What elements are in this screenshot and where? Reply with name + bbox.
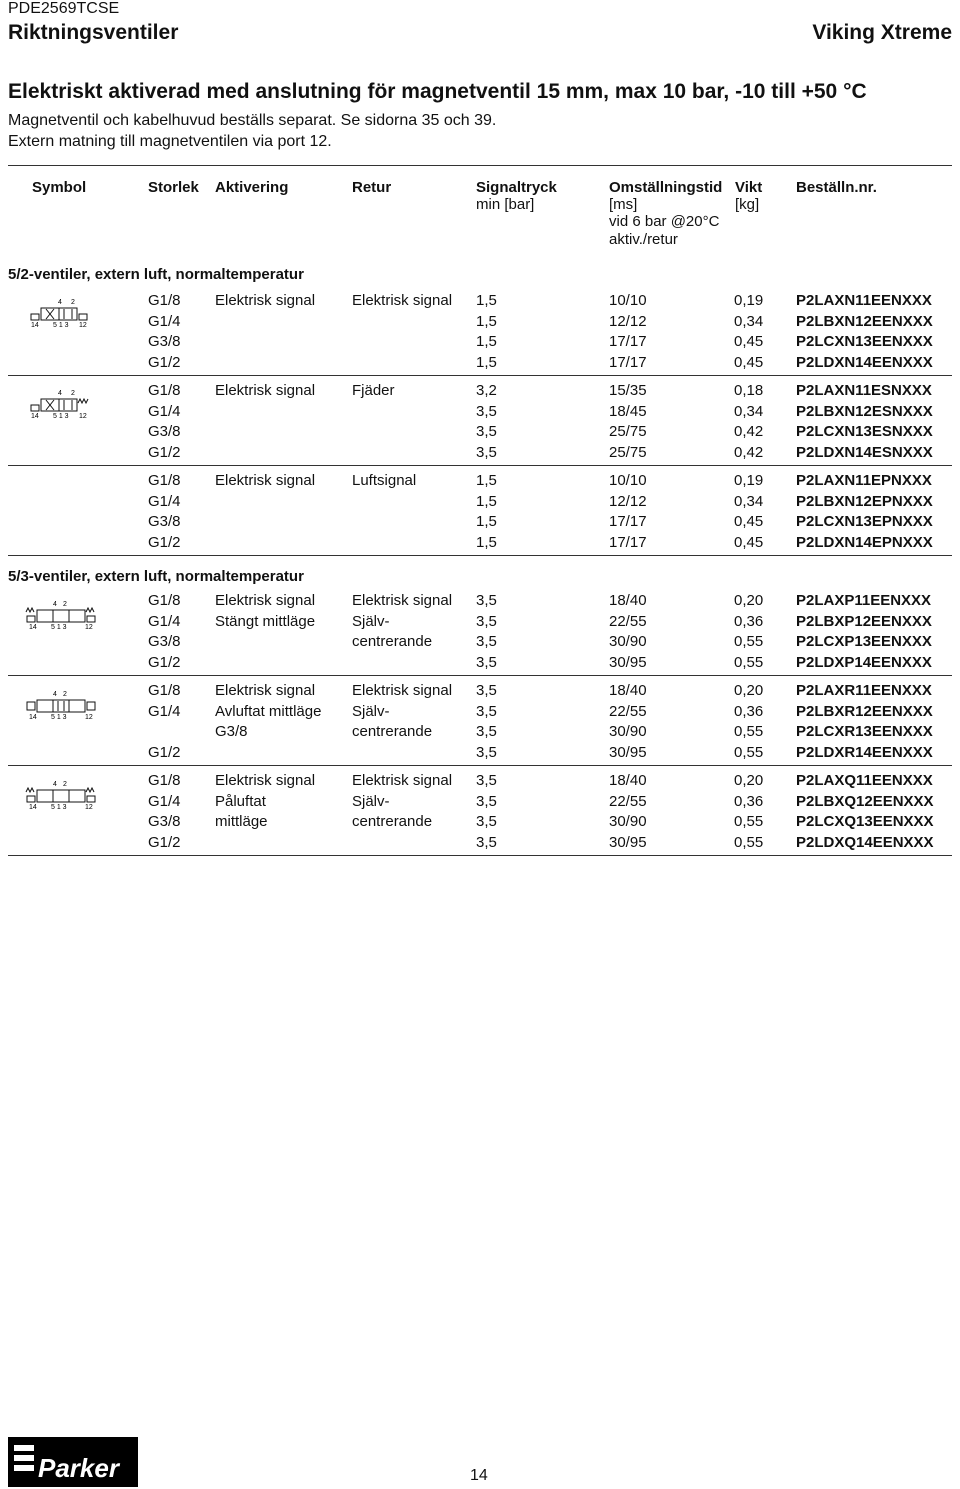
cell-order-number: P2LBXP12EENXXX xyxy=(796,613,932,630)
col-switch-unit: [ms] xyxy=(609,196,638,213)
cell-weight: 0,36 xyxy=(734,793,764,810)
cell-order-number: P2LAXN11EPNXXX xyxy=(796,472,932,489)
cell-size: G3/8 xyxy=(148,423,181,440)
cell-order-number: P2LDXN14ESNXXX xyxy=(796,444,933,461)
cell-switch-time: 18/40 xyxy=(609,592,647,609)
cell-size: G1/2 xyxy=(148,354,181,371)
cell-switch-time: 30/90 xyxy=(609,723,647,740)
cell-size: G1/2 xyxy=(148,654,181,671)
section-heading: Elektriskt aktiverad med anslutning för magnetventil 15 mm, max 10 bar, -10 till +50 °C xyxy=(8,80,867,103)
svg-text:12: 12 xyxy=(79,322,87,328)
solenoid-5-2-double-icon xyxy=(25,298,93,328)
cell-weight: 0,55 xyxy=(734,813,764,830)
cell-size: G1/2 xyxy=(148,744,181,761)
cell-weight: 0,20 xyxy=(734,682,764,699)
cell-weight: 0,45 xyxy=(734,333,764,350)
cell-signal-pressure: 3,5 xyxy=(476,654,497,671)
col-signal: Signaltryck xyxy=(476,179,557,196)
cell-switch-time: 22/55 xyxy=(609,703,647,720)
cell-weight: 0,34 xyxy=(734,493,764,510)
cell-switch-time: 30/95 xyxy=(609,834,647,851)
col-symbol: Symbol xyxy=(32,179,87,196)
svg-text:14: 14 xyxy=(31,322,39,328)
cell-order-number: P2LAXQ11EENXXX xyxy=(796,772,933,789)
svg-text:4: 4 xyxy=(58,299,62,306)
cell-return: Själv- xyxy=(352,613,390,630)
cell-order-number: P2LBXN12EENXXX xyxy=(796,313,933,330)
svg-text:4: 4 xyxy=(58,390,62,397)
product-brand: Viking Xtreme xyxy=(812,21,952,44)
header-rule xyxy=(8,165,952,166)
page-title: Riktningsventiler xyxy=(8,21,179,44)
cell-switch-time: 15/35 xyxy=(609,382,647,399)
cell-signal-pressure: 3,5 xyxy=(476,592,497,609)
cell-signal-pressure: 3,5 xyxy=(476,423,497,440)
cell-actuation: Elektrisk signal xyxy=(215,682,316,699)
cell-return: Elektrisk signal xyxy=(352,682,453,699)
cell-actuation: Elektrisk signal xyxy=(215,772,316,789)
cell-switch-time: 17/17 xyxy=(609,534,647,551)
col-order-number: Beställn.nr. xyxy=(796,179,877,196)
cell-signal-pressure: 3,2 xyxy=(476,382,497,399)
group-separator xyxy=(8,375,952,376)
cell-signal-pressure: 3,5 xyxy=(476,793,497,810)
cell-switch-time: 22/55 xyxy=(609,793,647,810)
cell-switch-time: 22/55 xyxy=(609,613,647,630)
col-weight: Vikt xyxy=(735,179,763,196)
cell-switch-time: 10/10 xyxy=(609,292,647,309)
solenoid-5-3-closed-icon xyxy=(25,600,97,630)
solenoid-5-3-exhaust-icon xyxy=(25,690,97,720)
cell-return: Själv- xyxy=(352,703,390,720)
cell-return: Själv- xyxy=(352,793,390,810)
cell-signal-pressure: 1,5 xyxy=(476,534,497,551)
cell-signal-pressure: 3,5 xyxy=(476,682,497,699)
cell-size: G3/8 xyxy=(148,513,181,530)
cell-order-number: P2LDXR14EENXXX xyxy=(796,744,933,761)
cell-signal-pressure: 1,5 xyxy=(476,472,497,489)
cell-switch-time: 18/40 xyxy=(609,772,647,789)
svg-text:2: 2 xyxy=(63,601,67,608)
col-switch-cond: vid 6 bar @20°C xyxy=(609,213,720,230)
cell-signal-pressure: 3,5 xyxy=(476,723,497,740)
svg-text:14: 14 xyxy=(29,624,37,630)
cell-signal-pressure: 3,5 xyxy=(476,633,497,650)
cell-size: G1/4 xyxy=(148,403,181,420)
svg-text:5 1 3: 5 1 3 xyxy=(53,322,69,328)
group-separator xyxy=(8,555,952,556)
col-switch-time: Omställningstid xyxy=(609,179,723,196)
cell-return: Elektrisk signal xyxy=(352,592,453,609)
cell-order-number: P2LCXP13EENXXX xyxy=(796,633,932,650)
cell-weight: 0,34 xyxy=(734,313,764,330)
col-return: Retur xyxy=(352,179,392,196)
section-title-5-3: 5/3-ventiler, extern luft, normaltemperatur xyxy=(8,568,304,585)
cell-return: centrerande xyxy=(352,813,433,830)
cell-weight: 0,55 xyxy=(734,744,764,761)
cell-switch-time: 12/12 xyxy=(609,493,647,510)
cell-weight: 0,45 xyxy=(734,534,764,551)
cell-switch-time: 30/90 xyxy=(609,633,647,650)
cell-size: G1/2 xyxy=(148,444,181,461)
cell-switch-time: 12/12 xyxy=(609,313,647,330)
svg-text:14: 14 xyxy=(29,714,37,720)
col-actuation: Aktivering xyxy=(215,179,289,196)
cell-signal-pressure: 3,5 xyxy=(476,744,497,761)
cell-switch-time: 17/17 xyxy=(609,513,647,530)
cell-switch-time: 10/10 xyxy=(609,472,647,489)
cell-size: G1/8 xyxy=(148,472,181,489)
document-code: PDE2569TCSE xyxy=(8,0,120,17)
col-size: Storlek xyxy=(148,179,199,196)
cell-order-number: P2LCXQ13EENXXX xyxy=(796,813,934,830)
cell-order-number: P2LDXN14EENXXX xyxy=(796,354,933,371)
cell-order-number: P2LCXR13EENXXX xyxy=(796,723,933,740)
cell-actuation: Stängt mittläge xyxy=(215,613,316,630)
cell-weight: 0,20 xyxy=(734,592,764,609)
intro-line-2: Extern matning till magnetventilen via port 12. xyxy=(8,133,332,150)
cell-order-number: P2LCXN13ESNXXX xyxy=(796,423,933,440)
cell-order-number: P2LDXN14EPNXXX xyxy=(796,534,933,551)
cell-order-number: P2LAXN11EENXXX xyxy=(796,292,932,309)
cell-weight: 0,19 xyxy=(734,472,764,489)
cell-order-number: P2LBXN12EPNXXX xyxy=(796,493,933,510)
svg-text:12: 12 xyxy=(85,624,93,630)
cell-actuation: Elektrisk signal xyxy=(215,292,316,309)
cell-return: Elektrisk signal xyxy=(352,772,453,789)
cell-size: G3/8 xyxy=(148,813,181,830)
cell-return: centrerande xyxy=(352,723,433,740)
cell-weight: 0,55 xyxy=(734,723,764,740)
cell-signal-pressure: 1,5 xyxy=(476,513,497,530)
cell-return: centrerande xyxy=(352,633,433,650)
cell-order-number: P2LDXP14EENXXX xyxy=(796,654,932,671)
svg-text:14: 14 xyxy=(29,804,37,810)
cell-signal-pressure: 3,5 xyxy=(476,772,497,789)
cell-weight: 0,19 xyxy=(734,292,764,309)
cell-weight: 0,36 xyxy=(734,613,764,630)
cell-size: G1/2 xyxy=(148,834,181,851)
svg-text:5 1 3: 5 1 3 xyxy=(51,714,67,720)
col-weight-unit: [kg] xyxy=(735,196,760,213)
cell-size: G1/2 xyxy=(148,534,181,551)
cell-signal-pressure: 3,5 xyxy=(476,813,497,830)
cell-size: G1/4 xyxy=(148,703,181,720)
cell-switch-time: 18/40 xyxy=(609,682,647,699)
cell-weight: 0,36 xyxy=(734,703,764,720)
svg-text:2: 2 xyxy=(63,691,67,698)
cell-switch-time: 25/75 xyxy=(609,444,647,461)
cell-signal-pressure: 3,5 xyxy=(476,834,497,851)
group-separator xyxy=(8,855,952,856)
cell-size: G1/4 xyxy=(148,313,181,330)
cell-signal-pressure: 1,5 xyxy=(476,333,497,350)
col-signal-unit: min [bar] xyxy=(476,196,535,213)
cell-actuation: mittläge xyxy=(215,813,268,830)
cell-size: G1/8 xyxy=(148,292,181,309)
cell-signal-pressure: 3,5 xyxy=(476,613,497,630)
cell-order-number: P2LAXP11EENXXX xyxy=(796,592,932,609)
cell-weight: 0,55 xyxy=(734,654,764,671)
cell-order-number: P2LCXN13EPNXXX xyxy=(796,513,933,530)
cell-order-number: P2LBXR12EENXXX xyxy=(796,703,933,720)
cell-size: G1/4 xyxy=(148,493,181,510)
cell-order-number: P2LBXN12ESNXXX xyxy=(796,403,933,420)
cell-signal-pressure: 3,5 xyxy=(476,444,497,461)
svg-text:12: 12 xyxy=(85,804,93,810)
cell-size: G1/4 xyxy=(148,793,181,810)
cell-actuation: G3/8 xyxy=(215,723,248,740)
cell-switch-time: 17/17 xyxy=(609,354,647,371)
cell-signal-pressure: 1,5 xyxy=(476,354,497,371)
cell-return: Fjäder xyxy=(352,382,395,399)
group-separator xyxy=(8,765,952,766)
cell-order-number: P2LDXQ14EENXXX xyxy=(796,834,934,851)
cell-actuation: Elektrisk signal xyxy=(215,472,316,489)
cell-order-number: P2LCXN13EENXXX xyxy=(796,333,933,350)
cell-return: Elektrisk signal xyxy=(352,292,453,309)
cell-signal-pressure: 1,5 xyxy=(476,493,497,510)
section-title-5-2: 5/2-ventiler, extern luft, normaltemperatur xyxy=(8,266,304,283)
cell-signal-pressure: 1,5 xyxy=(476,292,497,309)
svg-text:4: 4 xyxy=(53,691,57,698)
svg-text:5 1 3: 5 1 3 xyxy=(53,413,69,419)
svg-text:12: 12 xyxy=(79,413,87,419)
solenoid-5-3-pressure-icon xyxy=(25,780,97,810)
cell-signal-pressure: 3,5 xyxy=(476,703,497,720)
svg-text:4: 4 xyxy=(53,601,57,608)
cell-signal-pressure: 1,5 xyxy=(476,313,497,330)
solenoid-5-2-spring-icon xyxy=(25,389,93,419)
svg-text:Parker: Parker xyxy=(38,1453,119,1483)
cell-weight: 0,45 xyxy=(734,513,764,530)
intro-line-1: Magnetventil och kabelhuvud beställs separat. Se sidorna 35 och 39. xyxy=(8,112,497,129)
cell-switch-time: 30/95 xyxy=(609,654,647,671)
cell-weight: 0,55 xyxy=(734,834,764,851)
cell-switch-time: 25/75 xyxy=(609,423,647,440)
cell-weight: 0,18 xyxy=(734,382,764,399)
col-switch-mode: aktiv./retur xyxy=(609,231,678,248)
svg-text:2: 2 xyxy=(71,299,75,306)
cell-weight: 0,45 xyxy=(734,354,764,371)
cell-actuation: Elektrisk signal xyxy=(215,592,316,609)
cell-order-number: P2LAXN11ESNXXX xyxy=(796,382,932,399)
cell-signal-pressure: 3,5 xyxy=(476,403,497,420)
cell-order-number: P2LAXR11EENXXX xyxy=(796,682,932,699)
cell-weight: 0,34 xyxy=(734,403,764,420)
cell-weight: 0,20 xyxy=(734,772,764,789)
cell-weight: 0,42 xyxy=(734,423,764,440)
cell-actuation: Elektrisk signal xyxy=(215,382,316,399)
svg-text:5 1 3: 5 1 3 xyxy=(51,624,67,630)
cell-size: G3/8 xyxy=(148,333,181,350)
svg-text:2: 2 xyxy=(71,390,75,397)
cell-switch-time: 18/45 xyxy=(609,403,647,420)
page-number: 14 xyxy=(470,1467,488,1484)
cell-actuation: Avluftat mittläge xyxy=(215,703,322,720)
group-separator xyxy=(8,465,952,466)
svg-text:5 1 3: 5 1 3 xyxy=(51,804,67,810)
svg-text:2: 2 xyxy=(63,781,67,788)
cell-size: G1/8 xyxy=(148,592,181,609)
cell-size: G3/8 xyxy=(148,633,181,650)
cell-weight: 0,42 xyxy=(734,444,764,461)
svg-text:4: 4 xyxy=(53,781,57,788)
cell-switch-time: 30/90 xyxy=(609,813,647,830)
cell-size: G1/8 xyxy=(148,682,181,699)
cell-switch-time: 30/95 xyxy=(609,744,647,761)
cell-size: G1/8 xyxy=(148,772,181,789)
cell-switch-time: 17/17 xyxy=(609,333,647,350)
cell-size: G1/8 xyxy=(148,382,181,399)
cell-order-number: P2LBXQ12EENXXX xyxy=(796,793,934,810)
cell-size: G1/4 xyxy=(148,613,181,630)
group-separator xyxy=(8,675,952,676)
svg-text:14: 14 xyxy=(31,413,39,419)
cell-weight: 0,55 xyxy=(734,633,764,650)
parker-logo-icon xyxy=(8,1437,138,1487)
cell-return: Luftsignal xyxy=(352,472,417,489)
cell-actuation: Påluftat xyxy=(215,793,266,810)
svg-text:12: 12 xyxy=(85,714,93,720)
